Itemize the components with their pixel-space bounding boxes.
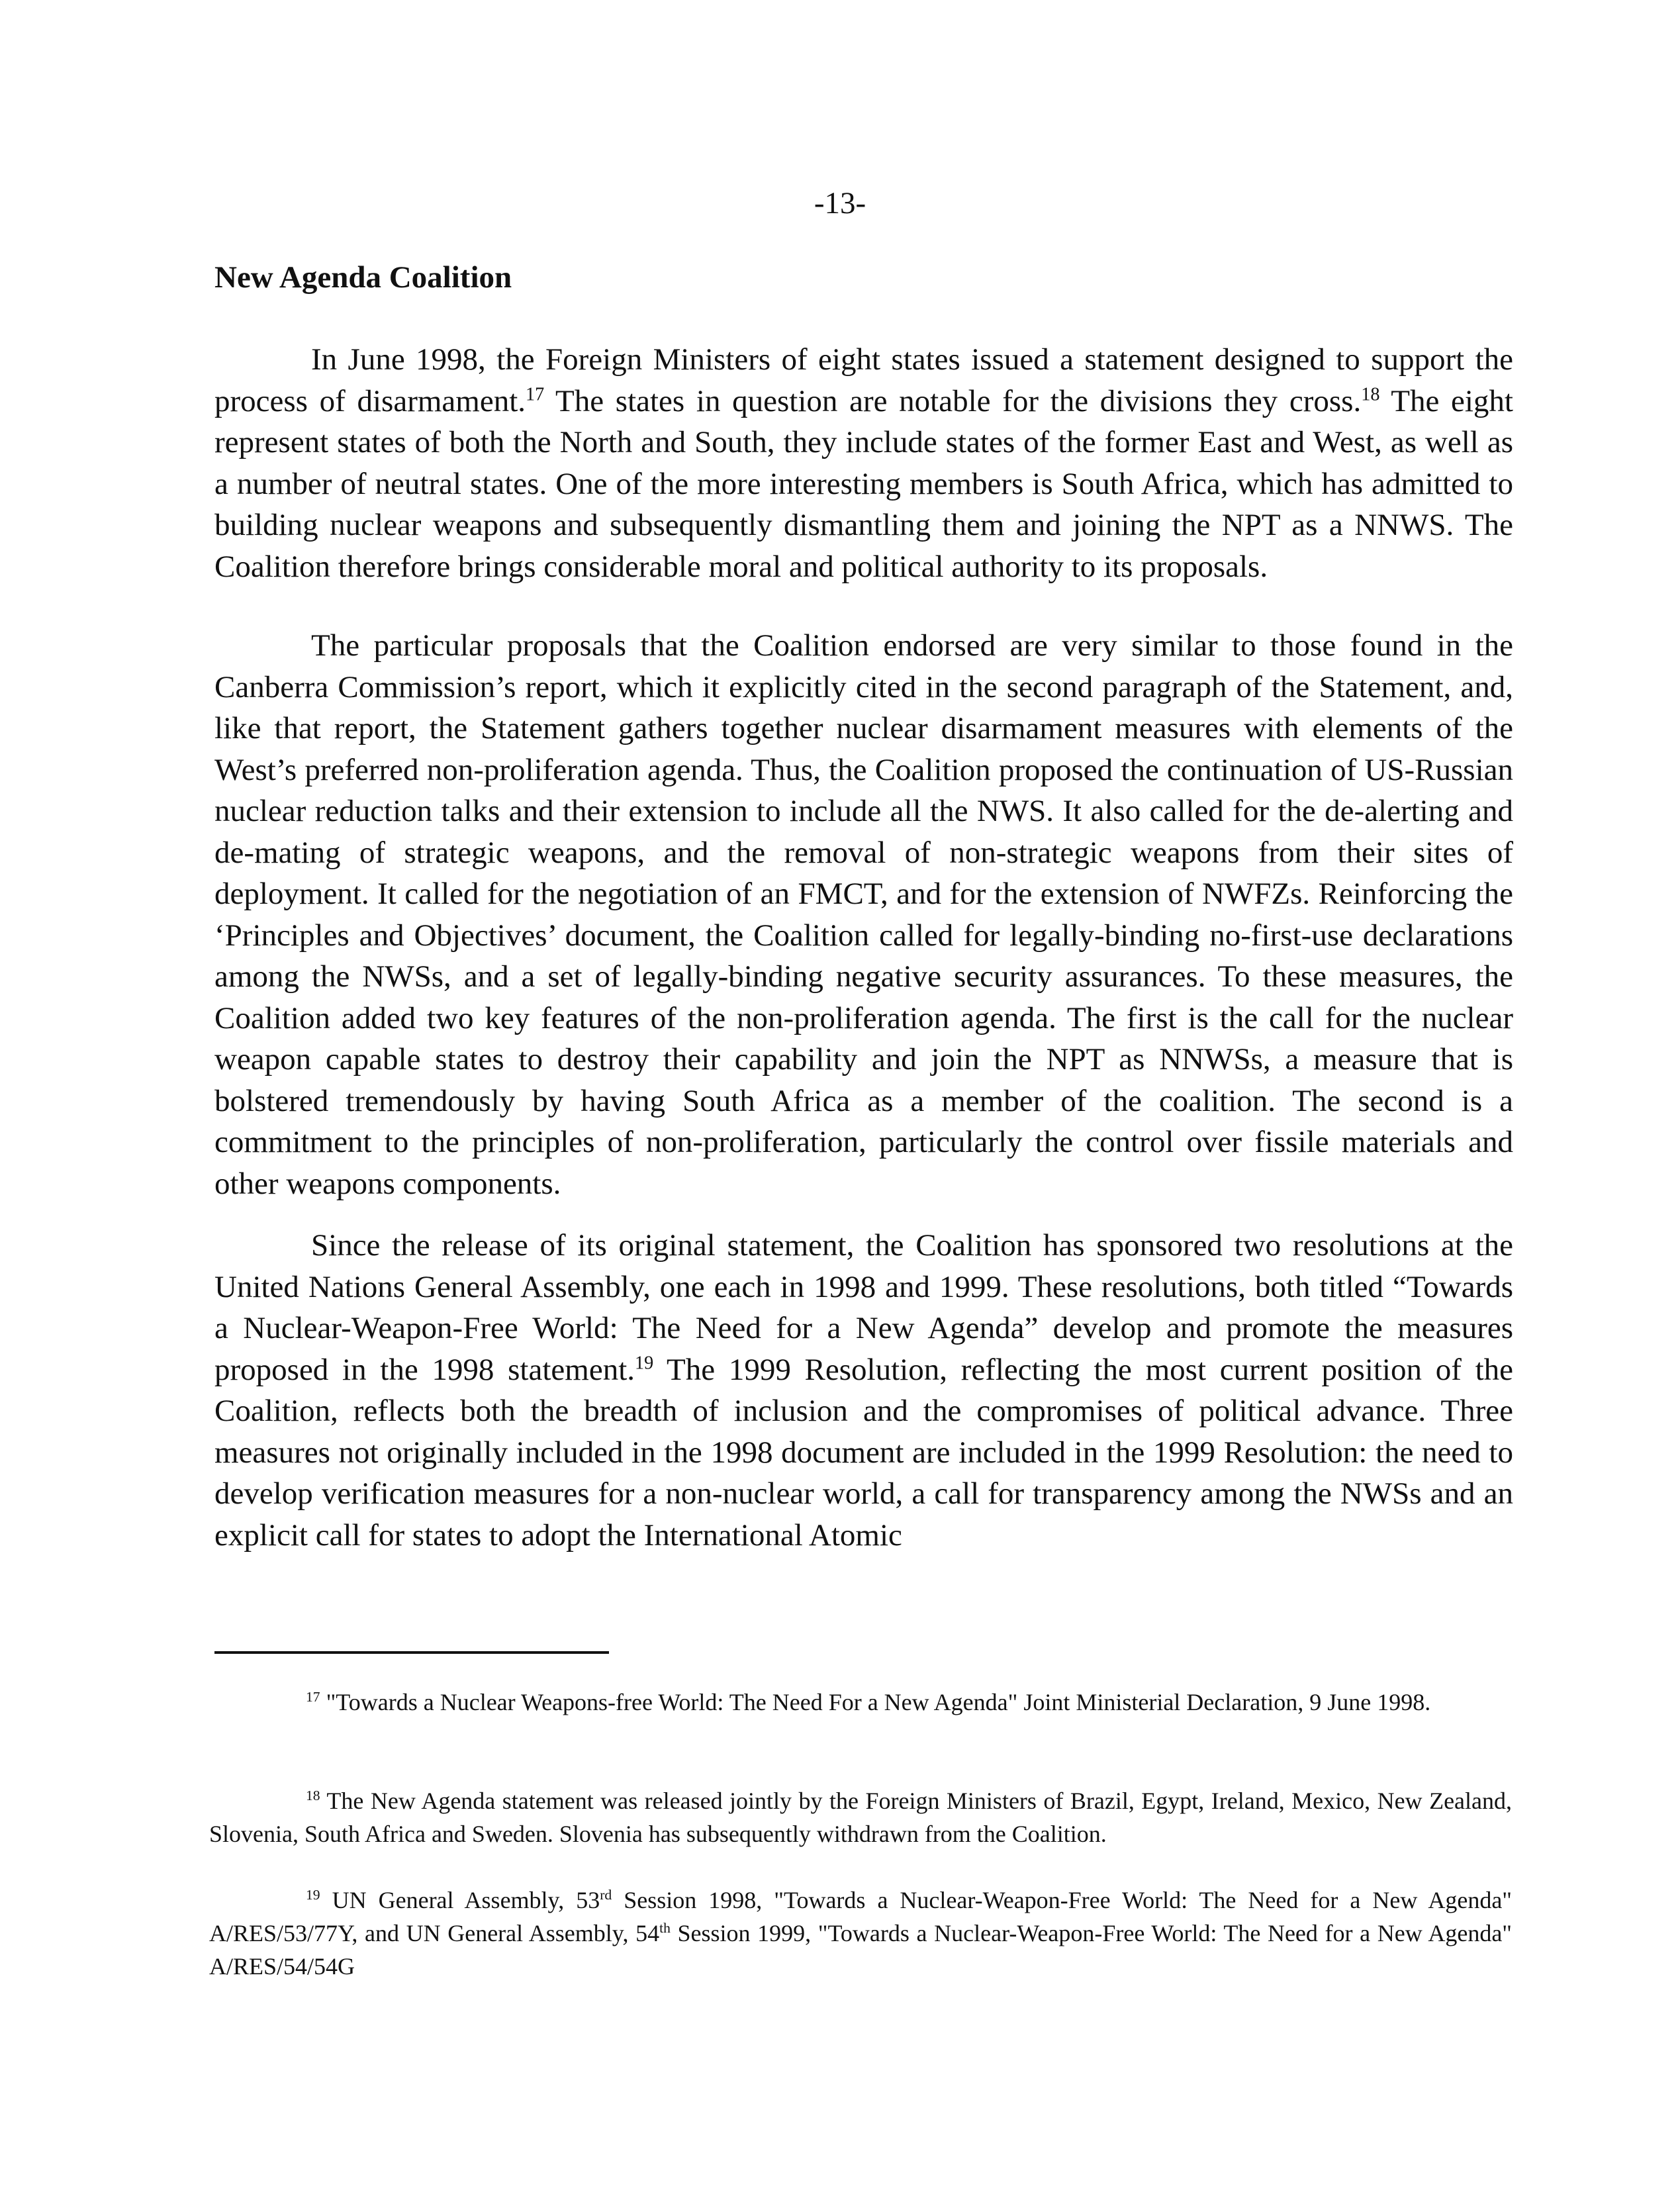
- footnote-separator: [214, 1651, 609, 1654]
- paragraph-text: The 1999 Resolution, reflecting the most current position of the Coalition, reflects both the breadth of inclusion and the compromises of political advance. Three measures not originally included in the 1998 document are included in the 1999 Resolution: the need to develop verification measures for a non-nuclear world, a call for transparency among the NWSs and an explicit call for states to adopt the International Atomic: [214, 1352, 1513, 1553]
- footnote-text: UN General Assembly, 53: [320, 1887, 600, 1913]
- section-heading: New Agenda Coalition: [214, 260, 512, 295]
- footnote-marker: 17: [306, 1689, 320, 1705]
- footnote-text: "Towards a Nuclear Weapons-free World: The Need For a New Agenda" Joint Ministerial Declaration, 9 June 1998.: [320, 1689, 1431, 1715]
- footnote-text: Session 1999, "Towards a Nuclear-Weapon-Free World: The Need for a New Agenda" A/RES/54/54G: [209, 1920, 1512, 1980]
- paragraph-text: The eight represent states of both the North and South, they include states of the former East and West, as well as a number of neutral states. One of the more interesting members is South Africa, which has admitted to building nuclear weapons and subsequently dismantling them and joining the NPT as a NNWS. The Coalition therefore brings considerable moral and political authority to its proposals.: [214, 383, 1513, 584]
- footnote-ref: 18: [1361, 383, 1380, 405]
- paragraph-text: In June 1998, the Foreign Ministers of eight states issued a statement designed to support the process of disarmament.: [214, 342, 1513, 418]
- footnote-19: [209, 1884, 1512, 1983]
- footnote-ref: 19: [635, 1352, 654, 1373]
- body-paragraph-1: [214, 339, 1513, 587]
- ordinal-suffix: rd: [600, 1887, 612, 1903]
- paragraph-text: The particular proposals that the Coalition endorsed are very similar to those found in the Canberra Commission’s report, which it explicitly cited in the second paragraph of the Statement, and, like that report, the Statement gathers together nuclear disarmament measures with elements of the West’s preferred non-proliferation agenda. Thus, the Coalition proposed the continuation of US-Russian nuclear reduction talks and their extension to include all the NWS. It also called for the de-alerting and de-mating of strategic weapons, and the removal of non-strategic weapons from their sites of deployment. It called for the negotiation of an FMCT, and for the extension of NWFZs. Reinforcing the ‘Principles and Objectives’ document, the Coalition called for legally-binding no-first-use declarations among the NWSs, and a set of legally-binding negative security assurances. To these measures, the Coalition added two key features of the non-proliferation agenda. The first is the call for the nuclear weapon capable states to destroy their capability and join the NPT as NNWSs, a measure that is bolstered tremendously by having South Africa as a member of the coalition. The second is a commitment to the principles of non-proliferation, particularly the control over fissile materials and other weapons components.: [214, 628, 1513, 1201]
- paragraph-text: Since the release of its original statement, the Coalition has sponsored two resolutions at the United Nations General Assembly, one each in 1998 and 1999. These resolutions, both titled “Towards a Nuclear-Weapon-Free World: The Need for a New Agenda” develop and promote the measures proposed in the 1998 statement.: [214, 1228, 1513, 1387]
- footnote-17: [209, 1686, 1512, 1719]
- body-paragraph-3: [214, 1225, 1513, 1556]
- footnote-text: The New Agenda statement was released jointly by the Foreign Ministers of Brazil, Egypt, Ireland, Mexico, New Zealand, Slovenia, South Africa and Sweden. Slovenia has subsequently withdrawn from the Coalition.: [209, 1788, 1512, 1847]
- ordinal-suffix: th: [659, 1920, 671, 1936]
- paragraph-text: The states in question are notable for the divisions they cross.: [544, 383, 1362, 418]
- footnote-marker: 19: [306, 1887, 320, 1903]
- footnote-18: [209, 1784, 1512, 1850]
- page-number: -13-: [814, 186, 866, 220]
- footnote-ref: 17: [526, 383, 545, 405]
- footnote-marker: 18: [306, 1788, 320, 1803]
- footnote-text: Session 1998, "Towards a Nuclear-Weapon-Free World: The Need for a New Agenda" A/RES/53/77Y, and UN General Assembly, 54: [209, 1887, 1512, 1946]
- body-paragraph-2: [214, 625, 1513, 1204]
